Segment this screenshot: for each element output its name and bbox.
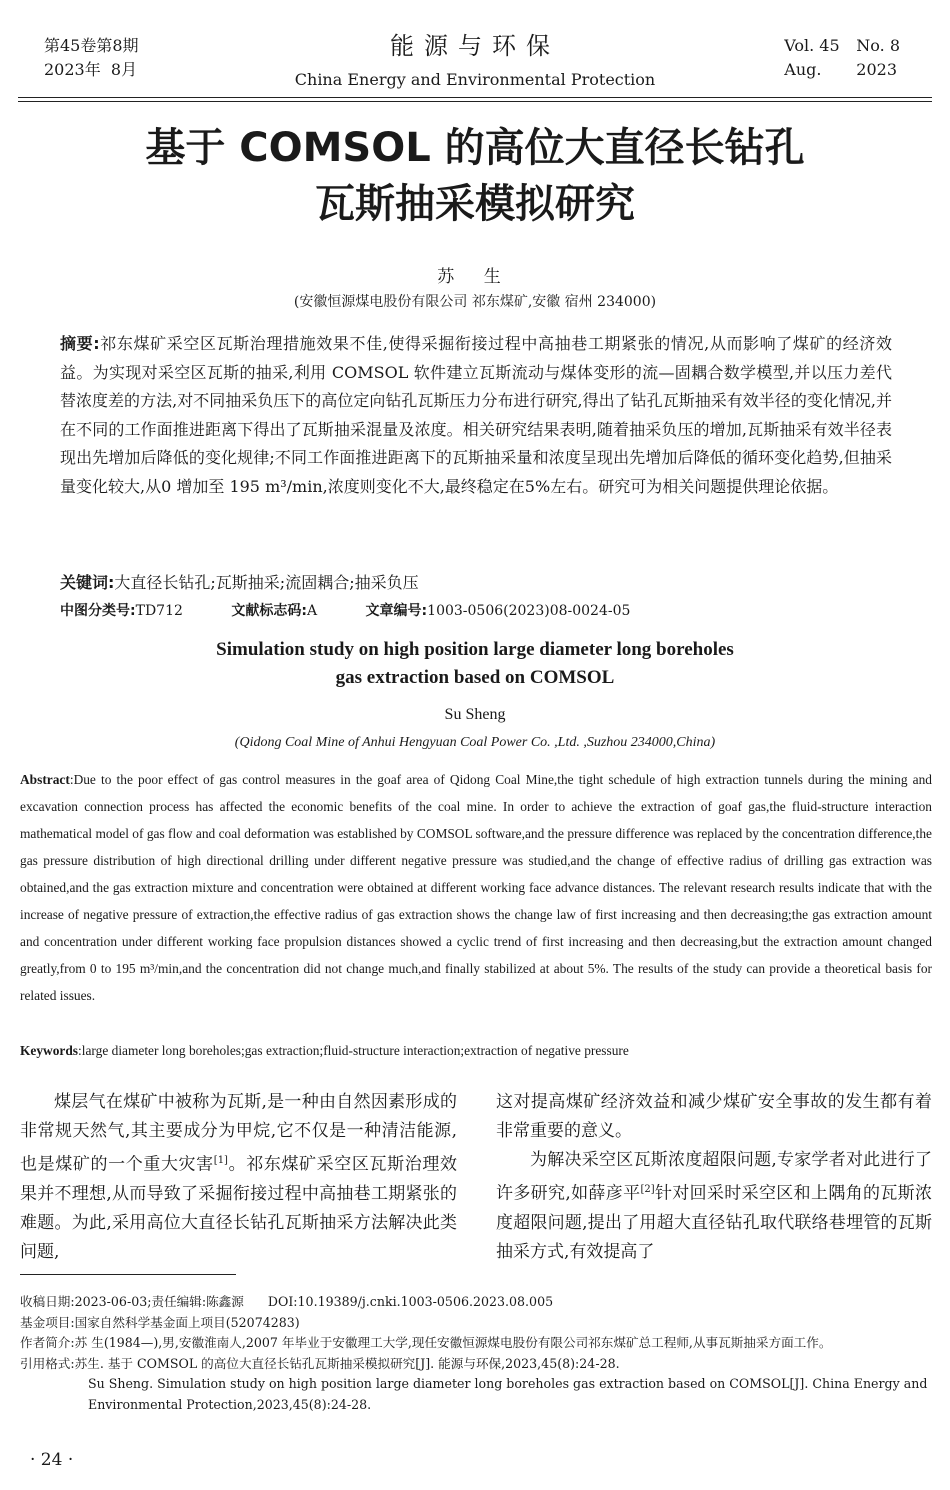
citation-ref[interactable]: [1] (213, 1155, 228, 1166)
doc-code-value: A (306, 603, 318, 619)
header-right (784, 34, 900, 82)
footnotes (20, 1292, 932, 1416)
page-number: · 24 · (30, 1450, 74, 1470)
body-paragraph: 为解决采空区瓦斯浓度超限问题,专家学者对此进行了许多研究,如薛彦平[2]针对回采时采空区和上隅角的瓦斯浓度超限问题,提出了用超大直径钻孔取代联络巷埋管的瓦斯抽采方式,有效提高了 (496, 1150, 932, 1262)
article-no-label: 文章编号: (365, 603, 428, 619)
issue-en: No. 8 (856, 36, 900, 55)
abstract-cn (60, 330, 892, 502)
header-rule-top (18, 97, 932, 98)
affiliation: (安徽恒源煤电股份有限公司 祁东煤矿,安徽 宿州 234000) (293, 294, 657, 310)
journal-name-en: China Energy and Environmental Protection (294, 70, 656, 89)
title-line-1: 基于 COMSOL 的高位大直径长钻孔 (145, 125, 805, 171)
abstract-en-text: :Due to the poor effect of gas control measures in the goaf area of Qidong Coal Mine,the tight schedule of high extraction tunnels during the mining and excavation connection process has affected the economic benefits of the coal mine. In order to achieve the extraction of goaf gas,the fluid-structure interaction mathematical model of gas flow and coal deformation was established by COMSOL software,and the pressure difference was replaced by the concentration difference,the gas pressure distribution of high directional drilling under different negative pressure was studied,and the change of effective radius of drilling gas extraction was obtained,and the gas extraction mixture and concentration were obtained at different working face advance distances. The relevant research results indicate that with the increase of negative pressure of extraction,the effective radius of gas extraction shows the change law of first increasing and then decreasing;the gas extraction amount and concentration under different working face propulsion distances showed a cyclic trend of first increasing and then decreasing,but the extraction amount changed greatly,from 0 to 195 m³/min,and the concentration did not change much,and finally stabilized at about 5%. The results of the study can provide a theoretical basis for related issues. (20, 772, 932, 1003)
abstract-en-label: Abstract (20, 772, 70, 787)
body-paragraph: 煤层气在煤矿中被称为瓦斯,是一种由自然因素形成的非常规天然气,其主要成分为甲烷,它不仅是一种清洁能源,也是煤矿的一个重大灾害[1]。祁东煤矿采空区瓦斯治理效果并不理想,从而导致了采掘衔接过程中高抽巷工期紧张的难题。为此,采用高位大直径长钻孔瓦斯抽采方法解决此类问题, (20, 1092, 458, 1262)
keywords-cn (60, 570, 892, 596)
author: 苏 生 (437, 267, 513, 287)
body-column-right (496, 1088, 932, 1267)
volume-en: Vol. 45 (784, 36, 840, 55)
author-en: Su Sheng (444, 706, 506, 723)
body-paragraph: 这对提高煤矿经济效益和减少煤矿安全事故的发生都有着非常重要的意义。 (496, 1092, 932, 1141)
month-en: Aug. (784, 60, 822, 79)
footnote-rule (20, 1274, 236, 1275)
clc-value: TD712 (135, 603, 183, 619)
bio-line: 作者简介:苏 生(1984—),男,安徽淮南人,2007 年毕业于安徽理工大学,现任安徽恒源煤电股份有限公司祁东煤矿总工程师,从事瓦斯抽采方面工作。 (20, 1335, 832, 1351)
abstract-cn-text: 祁东煤矿采空区瓦斯治理措施效果不佳,使得采掘衔接过程中高抽巷工期紧张的情况,从而影响了煤矿的经济效益。为实现对采空区瓦斯的抽采,利用 COMSOL 软件建立瓦斯流动与煤体变形的流—固耦合数学模型,并以压力差代替浓度差的方法,对不同抽采负压下的高位定向钻孔瓦斯压力分布进行研究,得出了钻孔瓦斯抽采有效半径的变化情况,并在不同的工作面推进距离下得出了瓦斯抽采混量及浓度。相关研究结果表明,随着抽采负压的增加,瓦斯抽采有效半径表现出先增加后降低的变化规律;不同工作面推进距离下的瓦斯抽采量和浓度呈现出先增加后降低的循环变化趋势,但抽采量变化较大,从0 增加至 195 m³/min,浓度则变化不大,最终稳定在5%左右。研究可为相关问题提供理论依据。 (60, 334, 892, 496)
title-en (0, 636, 950, 692)
article-no-value: 1003-0506(2023)08-0024-05 (427, 603, 631, 619)
received-line: 收稿日期:2023-06-03;责任编辑:陈鑫源 DOI:10.19389/j.cnki.1003-0506.2023.08.005 (20, 1294, 554, 1309)
keywords-cn-label: 关键词: (60, 573, 115, 592)
doi[interactable]: DOI:10.19389/j.cnki.1003-0506.2023.08.005 (267, 1294, 554, 1309)
keywords-cn-text: 大直径长钻孔;瓦斯抽采;流固耦合;抽采负压 (114, 573, 419, 592)
abstract-en (20, 766, 932, 1009)
title-line-2: 瓦斯抽采模拟研究 (315, 181, 635, 227)
title-en-line-2: gas extraction based on COMSOL (335, 667, 615, 688)
page-title (0, 120, 950, 232)
doc-code-label: 文献标志码: (231, 603, 307, 619)
date-cn: 2023年 8月 (44, 60, 138, 79)
citation-ref[interactable]: [2] (640, 1184, 655, 1195)
volume-issue-cn: 第45卷第8期 (44, 36, 139, 55)
citation-line-en: Su Sheng. Simulation study on high position large diameter long boreholes gas extraction based on COMSOL[J]. China Energy and Environmental Protection,2023,45(8):24-28. (88, 1376, 928, 1412)
fund-line: 基金项目:国家自然科学基金面上项目(52074283) (20, 1314, 300, 1330)
affiliation-en: (Qidong Coal Mine of Anhui Hengyuan Coal Power Co. ,Ltd. ,Suzhou 234000,China) (234, 735, 716, 750)
year-en: 2023 (856, 60, 898, 79)
body-column-left (20, 1088, 457, 1267)
keywords-en (20, 1040, 932, 1062)
keywords-en-text: :large diameter long boreholes;gas extraction;fluid-structure interaction;extraction of negative pressure (78, 1043, 629, 1058)
classification-line (60, 600, 892, 622)
abstract-cn-label: 摘要: (60, 334, 100, 353)
clc-label: 中图分类号: (60, 603, 136, 619)
title-en-line-1: Simulation study on high position large diameter long boreholes (216, 639, 734, 660)
citation-line-cn: 引用格式:苏生. 基于 COMSOL 的高位大直径长钻孔瓦斯抽采模拟研究[J]. 能源与环保,2023,45(8):24-28. (20, 1355, 620, 1371)
journal-name-cn: 能源与环保 (390, 32, 560, 60)
keywords-en-label: Keywords (20, 1043, 79, 1058)
header-rule-bottom (18, 101, 932, 102)
